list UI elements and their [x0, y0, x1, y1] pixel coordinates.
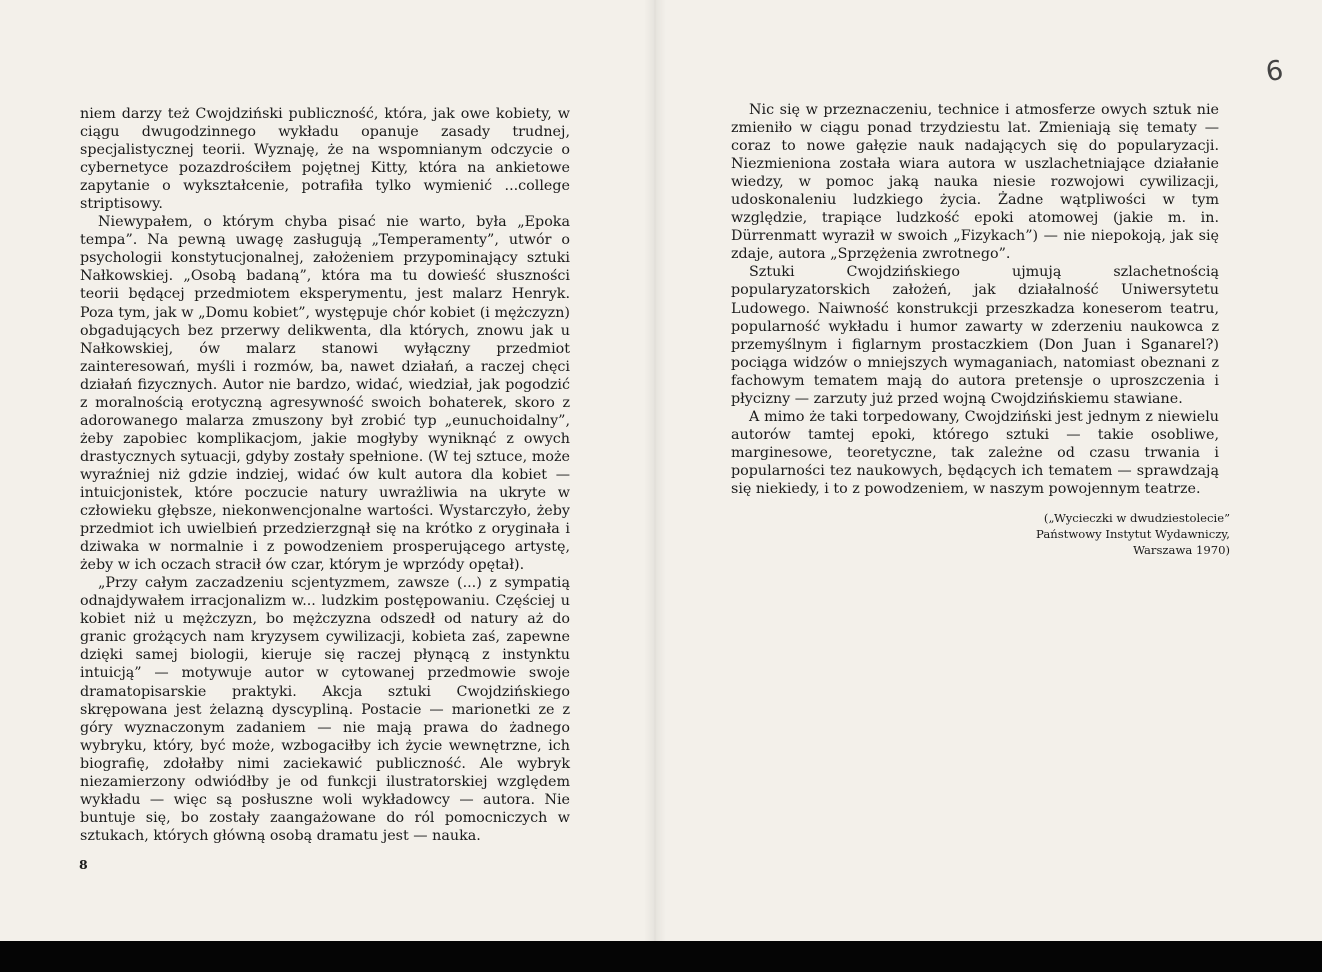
right-paragraph-1: Nic się w przeznaczeniu, technice i atmosferze owych sztuk nie zmieniło w ciągu ponad trzydziestu lat. Zmieniają się tematy — coraz to nowe gałęzie nauk nadających się do popularyzacji. Niezmieniona została wiara autora w uszlachetniające działanie wiedzy, w pomoc jaką nauka niesie rozwojowi cywilizacji, udoskonaleniu ludzkiego życia. Żadne wątpliwości w tym względzie, trapiące ludzkość epoki atomowej (jakie m. in. Dürrenmatt wyraził w swoich „Fizykach”) — nie niepokoją, jak się zdaje, autora „Sprzężenia zwrotnego”.	[731, 102, 1219, 263]
handwritten-page-number: 6	[1263, 54, 1286, 89]
source-citation	[920, 510, 1230, 558]
left-paragraph-3: „Przy całym zaczadzeniu scjentyzmem, zawsze (...) z sympatią odnajdywałem irracjonalizm w... ludzkim postępowaniu. Częściej u kobiet niż u mężczyzn, bo mężczyzna odszedł od natury aż do granic grożących nam kryzysem cywilizacji, kobieta zaś, zapewne dzięki samej biologii, kieruje się raczej płynącą z instynktu intuicją” — motywuje autor w cytowanej przedmowie swoje dramatopisarskie praktyki. Akcja sztuki Cwojdzińskiego skrępowana jest żelazną dyscypliną. Postacie — marionetki ze z góry wyznaczonym zadaniem — nie mają prawa do żadnego wybryku, który, być może, wzbogaciłby ich życie wewnętrzne, ich biografię, zdołałby nimi zaciekawić publiczność. Ale wybryk niezamierzony odwiódłby je od funkcji ilustratorskiej względem wykładu — więc są posłuszne woli wykładowcy — autora. Nie buntuje się, bo zostały zaangażowane do ról pomocniczych w sztukach, których główną osobą dramatu jest — nauka.	[80, 575, 570, 844]
right-page-text	[731, 101, 1219, 498]
page-gutter	[644, 0, 666, 941]
source-line-2: Państwowy Instytut Wydawniczy,	[1036, 527, 1230, 541]
source-line-3: Warszawa 1970)	[1133, 543, 1230, 557]
right-paragraph-2: Sztuki Cwojdzińskiego ujmują szlachetnością popularyzatorskich założeń, jak działalność Uniwersytetu Ludowego. Naiwność konstrukcji przeszkadza koneserom teatru, popularność wykładu i humor zawarty w zderzeniu naukowca z przemyślnym i figlarnym prostaczkiem (Don Juan i Sganarel?) pociąga widzów o mniejszych wymaganiach, natomiast obeznani z fachowym tematem mają do autora pretensje o uproszczenia i płycizny — zarzuty już przed wojną Cwojdzińskiemu stawiane.	[731, 264, 1219, 407]
right-paragraph-3: A mimo że taki torpedowany, Cwojdziński jest jednym z niewielu autorów tamtej epoki, którego sztuki — takie osobliwe, marginesowe, teoretyczne, tak zależne od czasu trwania i popularności tez naukowych, będących ich tematem — sprawdzają się niekiedy, i to z powodzeniem, w naszym powojennym teatrze.	[731, 408, 1219, 497]
page-number: 8	[79, 857, 88, 872]
left-paragraph-1: niem darzy też Cwojdziński publiczność, która, jak owe kobiety, w ciągu dwugodzinnego wykładu opanuje zasady trudnej, specjalistycznej teorii. Wyznaję, że na wspomnianym odczycie o cybernetyce pozazdrościłem pojętnej Kitty, która na ankietowe zapytanie o wykształcenie, potrafiła tylko wymienić ...college striptisowy.	[80, 106, 570, 213]
source-line-1: („Wycieczki w dwudziestolecie”	[1043, 511, 1230, 525]
left-page-text	[80, 105, 570, 845]
left-paragraph-2: Niewypałem, o którym chyba pisać nie warto, była „Epoka tempa”. Na pewną uwagę zasługują „Temperamenty”, utwór o psychologii konstytucjonalnej, założeniem przypominający sztuki Nałkowskiej. „Osobą badaną”, która ma tu dowieść słuszności teorii będącej przedmiotem eksperymentu, jest malarz Henryk. Poza tym, jak w „Domu kobiet”, występuje chór kobiet (i mężczyzn) obgadujących bez przerwy delikwenta, dla których, znowu jak u Nałkowskiej, ów malarz stanowi wyłączny przedmiot zainteresowań, myśli i rozmów, ba, nawet działań, a raczej chęci działań fizycznych. Autor nie bardzo, widać, wiedział, jak pogodzić z moralnością erotyczną agresywność swoich bohaterek, skoro z adorowanego malarza zmuszony był zrobić typ „eunuchoidalny”, żeby zapobiec komplikacjom, jakie mogłyby wyniknąć z owych drastycznych sytuacji, gdyby zostały spełnione. (W tej sztuce, może wyraźniej niż gdzie indziej, widać ów kult autora dla kobiet — intuicjonistek, które poczucie natury uwrażliwia na ukryte w człowieku głębsze, niekonwencjonalne wartości. Wystarczyło, żeby przedmiot ich uwielbień przedzierzgnął się na krótko z oryginała i dziwaka w normalnie i z powodzeniem prosperującego artystę, żeby w ich oczach stracił ów czar, którym je wprzódy opętał).	[80, 214, 570, 574]
